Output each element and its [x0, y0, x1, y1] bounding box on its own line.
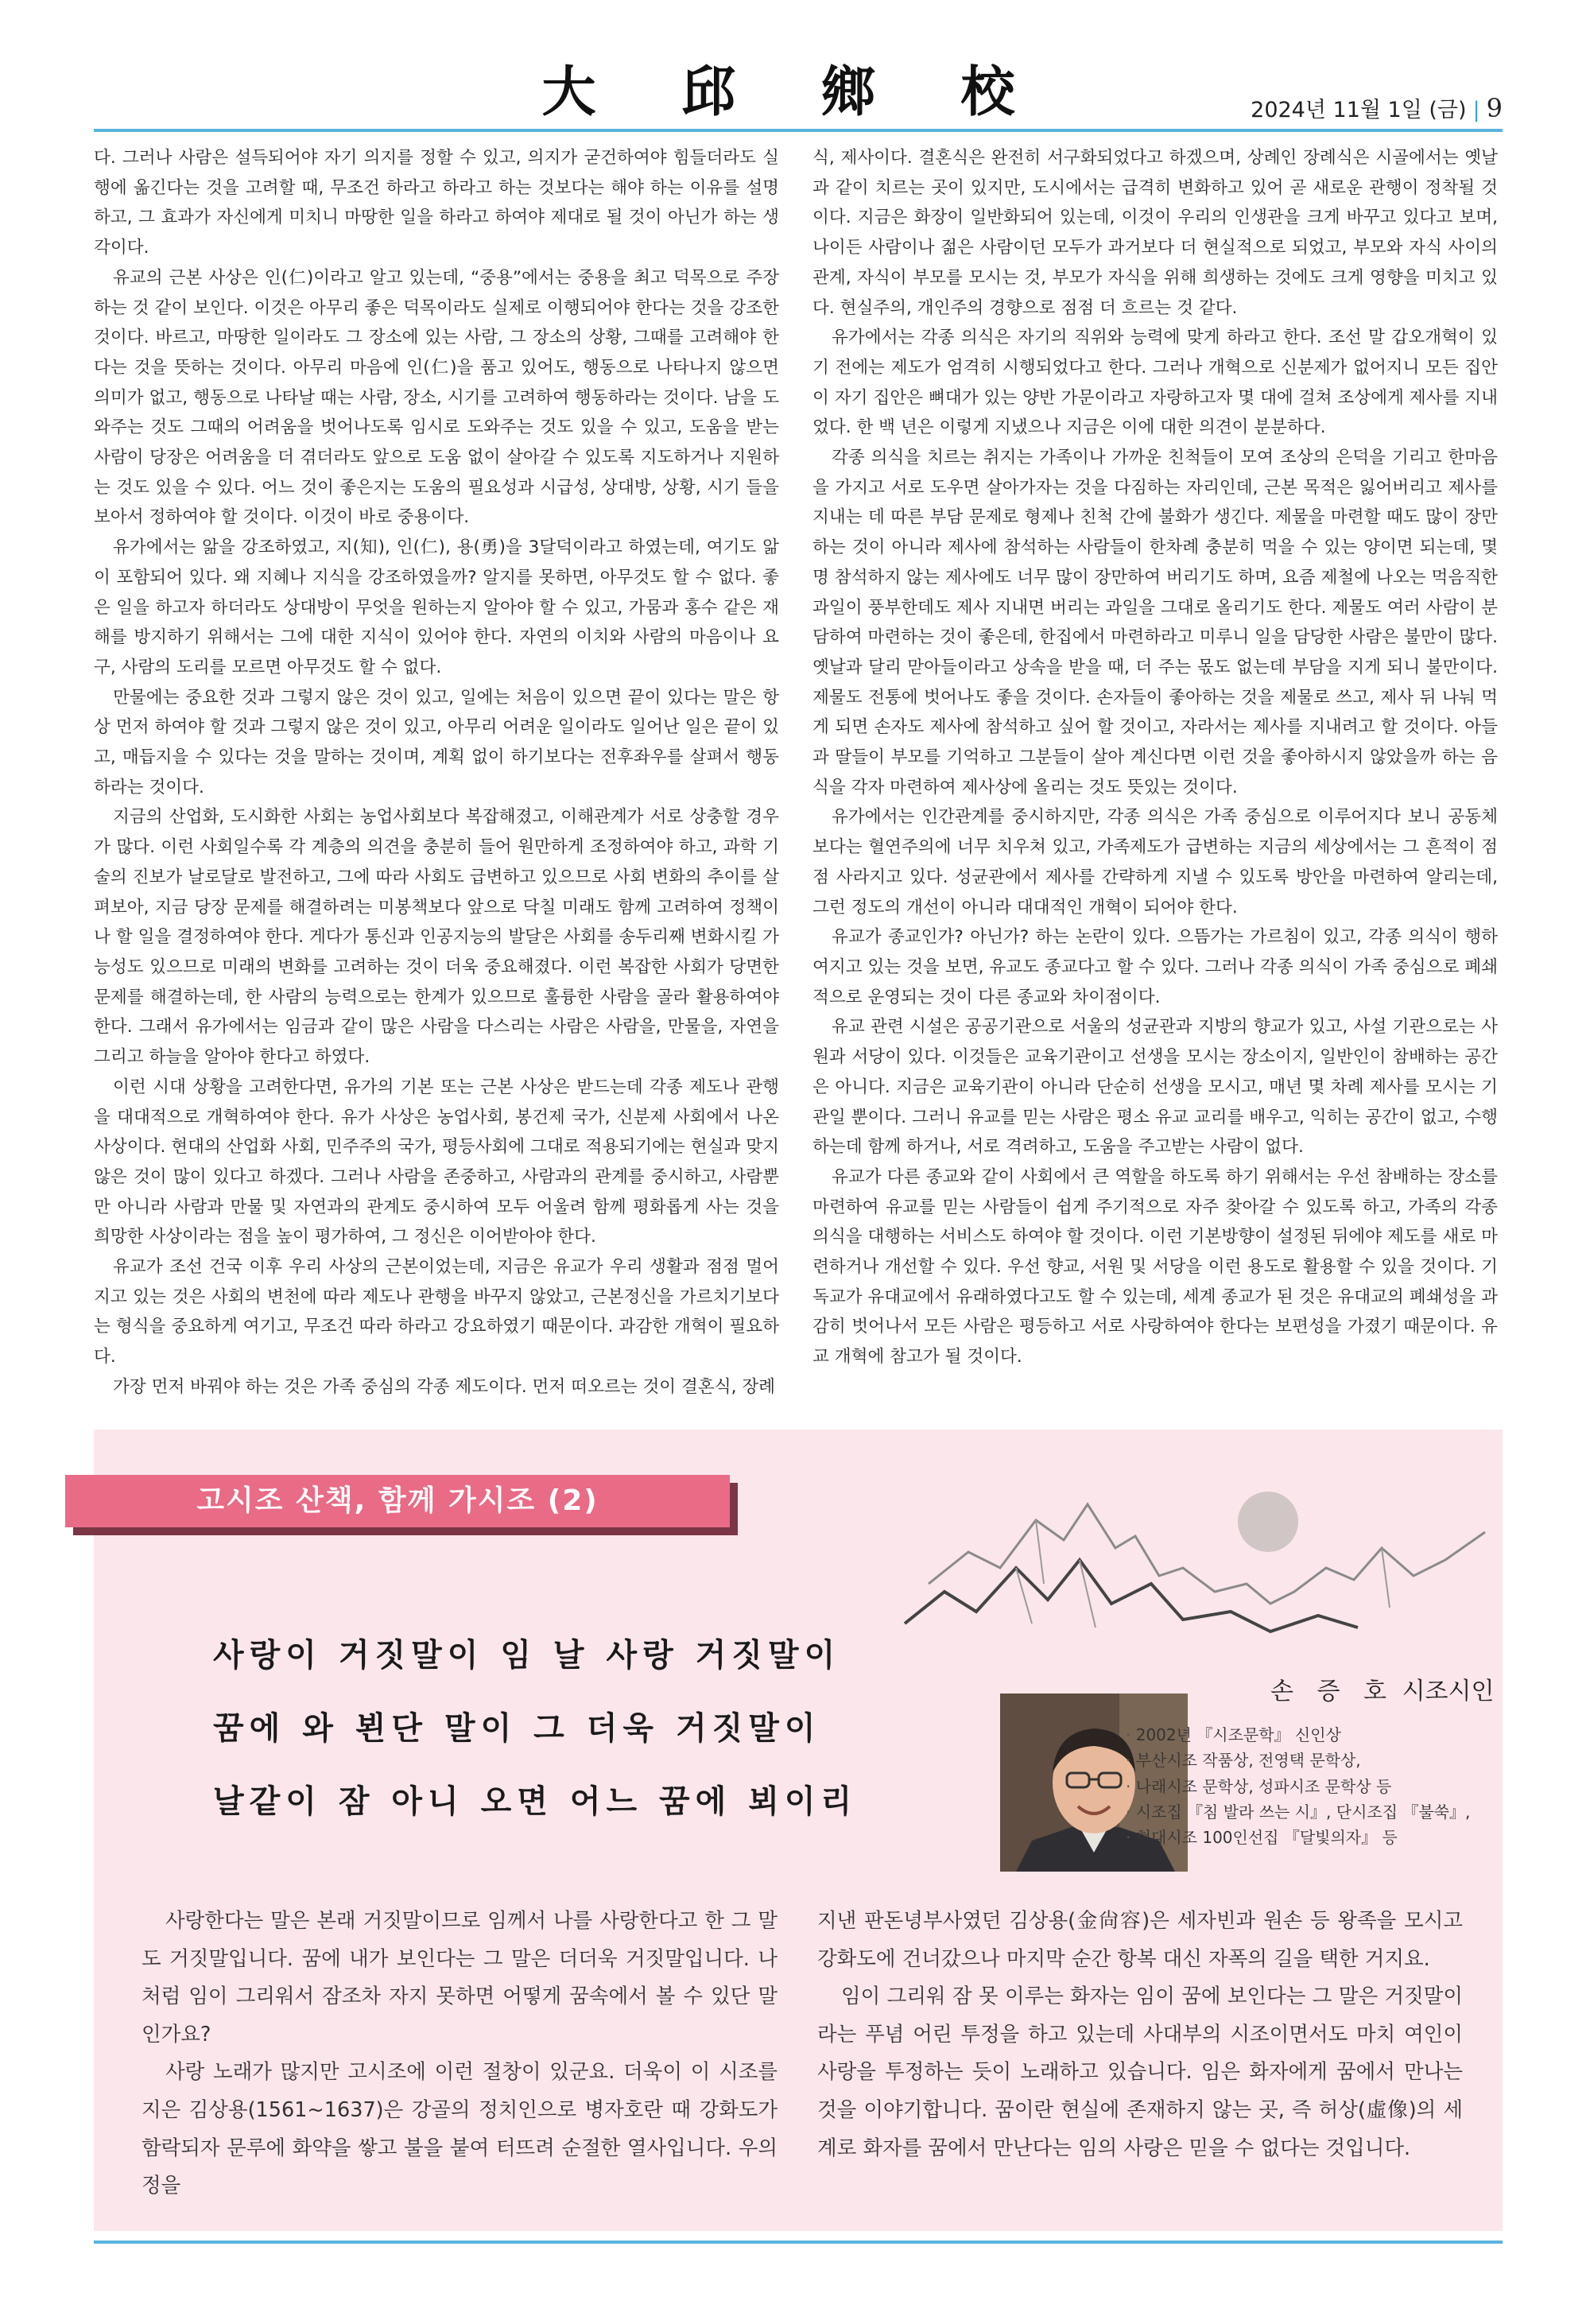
author-byline: [1270, 1671, 1494, 1706]
article-paragraph: 유가에서는 앎을 강조하였고, 지(知), 인(仁), 용(勇)을 3달덕이라고 하였는데, 여기도 앎이 포함되어 있다. 왜 지혜나 지식을 강조하였을까? 알지를 못하면, 아무것도 할 수 없다. 좋은 일을 하고자 하더라도 상대방이 무엇을 원하는지 알아야 할 수 있고, 가뭄과 홍수 같은 재해를 방지하기 위해서는 그에 대한 지식이 있어야 한다. 자연의 이치와 사람의 마음이나 요구, 사람의 도리를 모르면 아무것도 할 수 없다.: [94, 537, 779, 677]
article-paragraph: 지금의 산업화, 도시화한 사회는 농업사회보다 복잡해졌고, 이해관계가 서로 상충할 경우가 많다. 이런 사회일수록 각 계층의 의견을 충분히 들어 원만하게 조정하여야 하고, 과학 기술의 진보가 날로달로 발전하고, 그에 따라 사회도 급변하고 있으므로 사회 변화의 추이를 살펴보아, 지금 당장 문제를 해결하려는 미봉책보다 앞으로 닥칠 미래도 함께 고려하여 정책이나 할 일을 결정하여야 한다. 게다가 통신과 인공지능의 발달은 사회를 송두리째 변화시킬 가능성도 있으므로 미래의 변화를 고려하는 것이 더욱 중요해졌다. 이런 복잡한 사회가 당면한 문제를 해결하는데, 한 사람의 능력으로는 한계가 있으므로 훌륭한 사람을 골라 활용하여야 한다. 그래서 유가에서는 임금과 같이 많은 사람을 다스리는 사람은 사람을, 만물을, 자연을 그리고 하늘을 알아야 한다고 하였다.: [94, 807, 779, 1068]
poem-line: 날같이 잠 아니 오면 어느 꿈에 뵈이리: [213, 1783, 858, 1820]
article-paragraph: 가장 먼저 바꿔야 하는 것은 가족 중심의 각종 제도이다. 먼저 떠오르는 것이 결혼식, 장례: [113, 1376, 776, 1397]
article-paragraph: 각종 의식을 치르는 취지는 가족이나 가까운 친척들이 모여 조상의 은덕을 기리고 한마음을 가지고 서로 도우면 살아가자는 것을 다짐하는 자리인데, 근본 목적은 잃어버리고 제사를 지내는 데 따른 부담 문제로 형제나 친척 간에 불화가 생긴다. 제물을 마련할 때도 많이 장만하는 것이 아니라 제사에 참석하는 사람들이 한차례 충분히 먹을 수 있는 양이면 되는데, 몇 명 참석하지 않는 제사에도 너무 많이 장만하여 버리기도 하며, 요즘 제철에 나오는 먹음직한 과일이 풍부한데도 제사 지내면 버리는 과일을 그대로 올리기도 한다. 제물도 여러 사람이 분담하여 마련하는 것이 좋은데, 한집에서 마련하라고 미루니 일을 담당한 사람은 불만이 많다. 옛날과 달리 맏아들이라고 상속을 받을 때, 더 주는 몫도 없는데 부담을 지게 되니 불만이다. 제물도 전통에 벗어나도 좋을 것이다. 손자들이 좋아하는 것을 제물로 쓰고, 제사 뒤 나눠 먹게 되면 손자도 제사에 참석하고 싶어 할 것이고, 자라서는 제사를 지내려고 할 것이다. 아들과 딸들이 부모를 기억하고 그분들이 살아 계신다면 이런 것을 좋아하시지 않았을까 하는 음식을 각자 마련하여 제사상에 올리는 것도 뜻있는 것이다.: [812, 448, 1498, 797]
moon-icon: [1238, 1492, 1298, 1552]
footer-rule: [94, 2241, 1503, 2244]
commentary-paragraph: 사랑한다는 말은 본래 거짓말이므로 임께서 나를 사랑한다고 한 그 말도 거짓말입니다. 꿈에 내가 보인다는 그 말은 더더욱 거짓말입니다. 나처럼 임이 그리워서 잠조차 자지 못하면 어떻게 꿈속에서 볼 수 있단 말인가요?: [142, 1909, 778, 2047]
date-separator: |: [1472, 98, 1480, 122]
masthead: [0, 0, 1590, 135]
author-name: 손 증 호: [1270, 1678, 1395, 1705]
article-paragraph: 유교가 조선 건국 이후 우리 사상의 근본이었는데, 지금은 유교가 우리 생활과 점점 멀어지고 있는 것은 사회의 변천에 따라 제도나 관행을 바꾸지 않았고, 근본정신을 가르치기보다는 형식을 중요하게 여기고, 무조건 따라 하라고 강요하였기 때문이다. 과감한 개혁이 필요하다.: [94, 1257, 779, 1368]
article-paragraph: 만물에는 중요한 것과 그렇지 않은 것이 있고, 일에는 처음이 있으면 끝이 있다는 말은 항상 먼저 하여야 할 것과 그렇지 않은 것이 있고, 아무리 어려운 일이라도 일어난 일은 끝이 있고, 매듭지을 수 있다는 것을 말하는 것이며, 계획 없이 하기보다는 전후좌우를 살펴서 행동하라는 것이다.: [94, 687, 779, 797]
article-paragraph: 유교가 다른 종교와 같이 사회에서 큰 역할을 하도록 하기 위해서는 우선 참배하는 장소를 마련하여 유교를 믿는 사람들이 쉽게 주기적으로 자주 찾아갈 수 있도록 하고, 가족의 각종 의식을 대행하는 서비스도 하여야 할 것이다. 이런 기본방향이 설정된 뒤에야 제도를 새로 마련하거나 개선할 수 있다. 우선 향교, 서원 및 서당을 이런 용도로 활용할 수 있을 것이다. 기독교가 유대교에서 유래하였다고도 할 수 있는데, 세계 종교가 된 것은 유대교의 폐쇄성을 과감히 벗어나서 모든 사람은 평등하고 서로 사랑하여야 한다는 보편성을 가졌기 때문이다. 유교 개혁에 참고가 될 것이다.: [812, 1166, 1498, 1368]
mountain-range-front: [905, 1560, 1358, 1631]
article-paragraph: 유가에서는 각종 의식은 자기의 직위와 능력에 맞게 하라고 한다. 조선 말 갑오개혁이 있기 전에는 제도가 엄격히 시행되었다고 한다. 그러나 개혁으로 신분제가 없어지니 모든 집안이 자기 집안은 뼈대가 있는 양반 가문이라고 자랑하고자 몇 대에 걸쳐 조상에게 제사를 지내었다. 한 백 년은 이렇게 지냈으나 지금은 이에 대한 의견이 분분하다.: [812, 328, 1498, 438]
commentary-left-column: [142, 1903, 778, 2206]
feature-title: 고시조 산책, 함께 가시조 (2): [196, 1484, 599, 1517]
article-paragraph: 다. 그러나 사람은 설득되어야 자기 의지를 정할 수 있고, 의지가 굳건하여야 힘들더라도 실행에 옮긴다는 것을 고려할 때, 무조건 하라고 하라고 하는 것보다는 해야 하는 이유를 설명하고, 그 효과가 자신에게 미치니 마땅한 일을 하라고 하여야 제대로 될 것이 아닌가 하는 생각이다.: [94, 148, 779, 258]
article-paragraph: 유교의 근본 사상은 인(仁)이라고 알고 있는데, “중용”에서는 중용을 최고 덕목으로 주장하는 것 같이 보인다. 이것은 아무리 좋은 덕목이라도 실제로 이행되어야 한다는 것을 강조한 것이다. 바르고, 마땅한 일이라도 그 장소에 있는 사람, 그 장소의 상황, 그때를 고려해야 한다는 것을 뜻하는 것이다. 아무리 마음에 인(仁)을 품고 있어도, 행동으로 나타나지 않으면 의미가 없고, 행동으로 나타날 때는 사람, 장소, 시기를 고려하여 행동하라는 것이다. 남을 도와주는 것도 그때의 어려움을 벗어나도록 임시로 도와주는 것도 있을 수 있고, 도움을 받는 사람이 당장은 어려움을 더 겪더라도 앞으로 도움 없이 살아갈 수 있도록 지도하거나 지원하는 것도 있을 수 있다. 어느 것이 좋은지는 도움의 필요성과 시급성, 상대방, 상황, 시기 들을 보아서 정하여야 할 것이다. 이것이 바로 중용이다.: [94, 267, 779, 528]
poem-line: 사랑이 거짓말이 임 날 사랑 거짓말이: [213, 1636, 841, 1674]
issue-date-line: [1251, 92, 1503, 123]
article-paragraph: 유교 관련 시설은 공공기관으로 서울의 성균관과 지방의 향교가 있고, 사설 기관으로는 사원과 서당이 있다. 이것들은 교육기관이고 선생을 모시는 장소이지, 일반인이 참배하는 공간은 아니다. 지금은 교육기관이 아니라 단순히 선생을 모시고, 매년 몇 차례 제사를 모시는 기관일 뿐이다. 그러니 유교를 믿는 사람은 평소 유교 교리를 배우고, 익히는 공간이 없고, 수행하는데 함께 하거나, 서로 격려하고, 도움을 주고받는 사람이 없다.: [812, 1017, 1498, 1158]
article-paragraph: 유가에서는 인간관계를 중시하지만, 각종 의식은 가족 중심으로 이루어지다 보니 공동체보다는 혈연주의에 너무 치우쳐 있고, 가족제도가 급변하는 지금의 세상에서는 그 흔적이 점점 사라지고 있다. 성균관에서 제사를 간략하게 지낼 수 있도록 방안을 마련하여 알리는데, 그런 정도의 개선이 아니라 대대적인 개혁이 되어야 한다.: [812, 807, 1498, 918]
commentary-paragraph: 지낸 판돈녕부사였던 김상용(金尙容)은 세자빈과 원손 등 왕족을 모시고 강화도에 건너갔으나 마지막 순간 항복 대신 자폭의 길을 택한 거지요.: [817, 1909, 1463, 1971]
page-number: 9: [1486, 93, 1503, 123]
bio-item: · 2002년 『시조문학』 신인상: [1126, 1722, 1491, 1748]
author-title: 시조시인: [1402, 1678, 1495, 1705]
bio-item: · 부산시조 작품상, 전영택 문학상,: [1126, 1748, 1491, 1773]
article-paragraph: 이런 시대 상황을 고려한다면, 유가의 기본 또는 근본 사상은 받드는데 각종 제도나 관행을 대대적으로 개혁하여야 한다. 유가 사상은 농업사회, 봉건제 국가, 신분제 사회에서 나온 사상이다. 현대의 산업화 사회, 민주주의 국가, 평등사회에 그대로 적용되기에는 현실과 맞지 않은 것이 많이 있다고 하겠다. 그러나 사람을 존중하고, 사람과의 관계를 중시하고, 사람뿐만 아니라 사람과 만물 및 자연과의 관계도 중시하여 모두 어울려 함께 평화롭게 사는 것을 희망한 사상이라는 점을 높이 평가하여, 그 정신은 이어받아야 한다.: [94, 1077, 779, 1247]
article-left-column: [94, 143, 779, 1403]
bio-item: · 나래시조 문학상, 성파시조 문학상 등: [1126, 1774, 1491, 1799]
commentary-paragraph: 임이 그리워 잠 못 이루는 화자는 임이 꿈에 보인다는 그 말은 거짓말이라는 푸념 어린 투정을 하고 있는데 사대부의 시조이면서도 마치 여인이 사랑을 투정하는 듯이 노래하고 있습니다. 임은 화자에게 꿈에서 만나는 것을 이야기합니다. 꿈이란 현실에 존재하지 않는 곳, 즉 허상(虛像)의 세계로 화자를 꿈에서 만난다는 임의 사랑은 믿을 수 없다는 것입니다.: [817, 1985, 1463, 2160]
mountain-range-back: [929, 1504, 1485, 1604]
bio-item: · 현대시조 100인선집 『달빛의자』 등: [1126, 1825, 1491, 1850]
commentary-right-column: [817, 1903, 1463, 2167]
article-right-column: [812, 143, 1498, 1372]
poem-line: 꿈에 와 뵌단 말이 그 더욱 거짓말이: [213, 1709, 821, 1747]
ink-mountain-illustration: [897, 1472, 1501, 1643]
article-paragraph: 유교가 종교인가? 아닌가? 하는 논란이 있다. 으뜸가는 가르침이 있고, 각종 의식이 행하여지고 있는 것을 보면, 유교도 종교다고 할 수 있다. 그러나 각종 의식이 가족 중심으로 폐쇄적으로 운영되는 것이 다른 종교와 차이점이다.: [812, 927, 1498, 1007]
issue-date: 2024년 11월 1일 (금): [1251, 98, 1467, 122]
article-paragraph: 식, 제사이다. 결혼식은 완전히 서구화되었다고 하겠으며, 상례인 장례식은 시골에서는 옛날과 같이 치르는 곳이 있지만, 도시에서는 급격히 변화하고 있어 곧 새로운 관행이 정착될 것이다. 지금은 화장이 일반화되어 있는데, 이것이 우리의 인생관을 크게 바꾸고 있다고 보며, 나이든 사람이나 젊은 사람이던 모두가 과거보다 더 현실적으로 되었고, 부모와 자식 사이의 관계, 자식이 부모를 모시는 것, 부모가 자식을 위해 희생하는 것에도 크게 영향을 미치고 있다. 현실주의, 개인주의 경향으로 점점 더 흐르는 것 같다.: [812, 148, 1498, 318]
commentary-paragraph: 사랑 노래가 많지만 고시조에 이런 절창이 있군요. 더욱이 이 시조를 지은 김상용(1561~1637)은 강골의 정치인으로 병자호란 때 강화도가 함락되자 문루에 화약을 쌓고 불을 붙여 터뜨려 순절한 열사입니다. 우의정을: [142, 2060, 778, 2198]
header-rule: [94, 129, 1503, 132]
newspaper-title: 大 邱 鄉 校: [541, 60, 1049, 124]
feature-banner: [65, 1475, 738, 1535]
author-bio: [1126, 1722, 1491, 1850]
mountain-shading: [1016, 1520, 1390, 1628]
bio-item: · 시조집 『침 발라 쓰는 시』, 단시조집 『불쑥』,: [1126, 1799, 1491, 1825]
